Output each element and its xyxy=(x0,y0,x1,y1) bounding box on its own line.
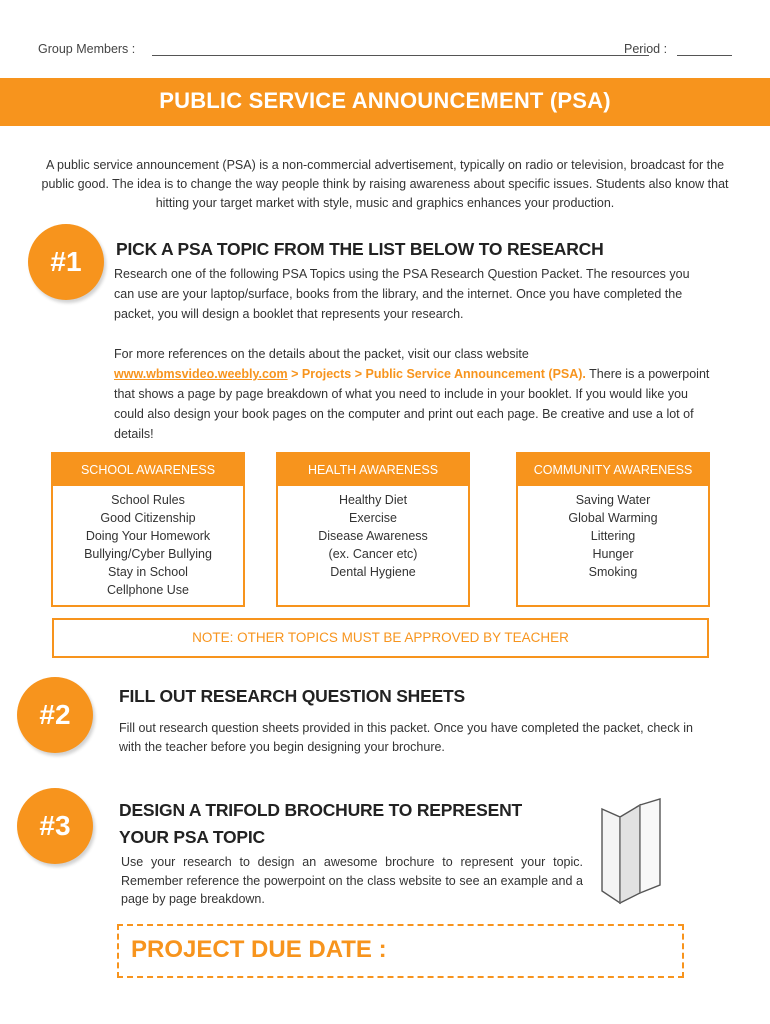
step-3-title-line-2: YOUR PSA TOPIC xyxy=(119,827,265,847)
project-due-date-label: PROJECT DUE DATE : xyxy=(131,936,387,963)
step-1-paragraph-1: Research one of the following PSA Topics using the PSA Research Question Packet. The resources you can use are your laptop/surface, books from the library, and the internet. Once you have completed the packet, you will design a booklet that represents your research. xyxy=(114,267,690,321)
step-3-text: Use your research to design an awesome brochure to represent your topic. Remember reference the powerpoint on the class website to see an example and a page by page breakdown. xyxy=(121,855,583,906)
list-item: Exercise xyxy=(349,511,397,525)
step-1-paragraph-2 xyxy=(114,344,714,444)
step-3-title xyxy=(119,797,522,851)
list-item: Littering xyxy=(590,529,636,543)
step-2-badge: #2 xyxy=(17,677,93,753)
list-item: Healthy Diet xyxy=(338,493,408,507)
list-item: Doing Your Homework xyxy=(85,529,211,543)
website-path-text: > Projects > Public Service Announcement (PSA). xyxy=(287,367,586,381)
list-item: (ex. Cancer etc) xyxy=(328,547,418,561)
category-title: SCHOOL AWARENESS xyxy=(53,454,243,486)
list-item: Hunger xyxy=(592,547,634,561)
list-item: School Rules xyxy=(111,493,185,507)
period-blank[interactable] xyxy=(677,55,732,56)
project-due-date-box[interactable] xyxy=(117,924,684,978)
title-banner xyxy=(0,78,770,126)
step-1-badge: #1 xyxy=(28,224,104,300)
list-item: Dental Hygiene xyxy=(330,565,416,579)
list-item: Bullying/Cyber Bullying xyxy=(84,547,212,561)
trifold-brochure-icon xyxy=(598,795,664,907)
list-item: Smoking xyxy=(588,565,638,579)
category-title: COMMUNITY AWARENESS xyxy=(518,454,708,486)
teacher-approval-note: NOTE: OTHER TOPICS MUST BE APPROVED BY TEACHER xyxy=(52,618,709,658)
group-members-label: Group Members : xyxy=(38,42,136,56)
list-item: Disease Awareness xyxy=(318,529,428,543)
step-1-title: PICK A PSA TOPIC FROM THE LIST BELOW TO RESEARCH xyxy=(116,239,604,259)
group-members-blank[interactable] xyxy=(152,55,649,56)
intro-paragraph: A public service announcement (PSA) is a non-commercial advertisement, typically on radio or television, broadcast for the public good. The idea is to change the way people think by raising awareness about specific issues. Students also know that hitting your target market with style, music and graphics enhances your production. xyxy=(41,158,729,210)
category-box-health xyxy=(276,452,470,607)
class-website-link[interactable]: www.wbmsvideo.weebly.com xyxy=(114,367,288,381)
step-3-title-line-1: DESIGN A TRIFOLD BROCHURE TO REPRESENT xyxy=(119,800,523,820)
category-box-community xyxy=(516,452,710,607)
list-item: Global Warming xyxy=(568,511,658,525)
period-label: Period : xyxy=(624,42,668,56)
list-item: Saving Water xyxy=(575,493,651,507)
list-item: Good Citizenship xyxy=(100,511,196,525)
step-3-badge: #3 xyxy=(17,788,93,864)
step-2-text: Fill out research question sheets provided in this packet. Once you have completed the packet, check in with the teacher before you begin designing your brochure. xyxy=(119,721,693,754)
step-2-title: FILL OUT RESEARCH QUESTION SHEETS xyxy=(119,686,466,706)
header-fields xyxy=(38,42,732,60)
page-title: PUBLIC SERVICE ANNOUNCEMENT (PSA) xyxy=(159,88,611,113)
website-rest-text: There is a powerpoint that shows a page by page breakdown of what you need to include in your booklet. If you would like you could also design your book pages on the computer and print out each page. Be creative and use a lot of details! xyxy=(114,367,710,441)
category-title: HEALTH AWARENESS xyxy=(278,454,468,486)
category-box-school xyxy=(51,452,245,607)
list-item: Stay in School xyxy=(108,565,188,579)
list-item: Cellphone Use xyxy=(107,583,189,597)
website-intro-text: For more references on the details about the packet, visit our class website xyxy=(114,347,529,361)
